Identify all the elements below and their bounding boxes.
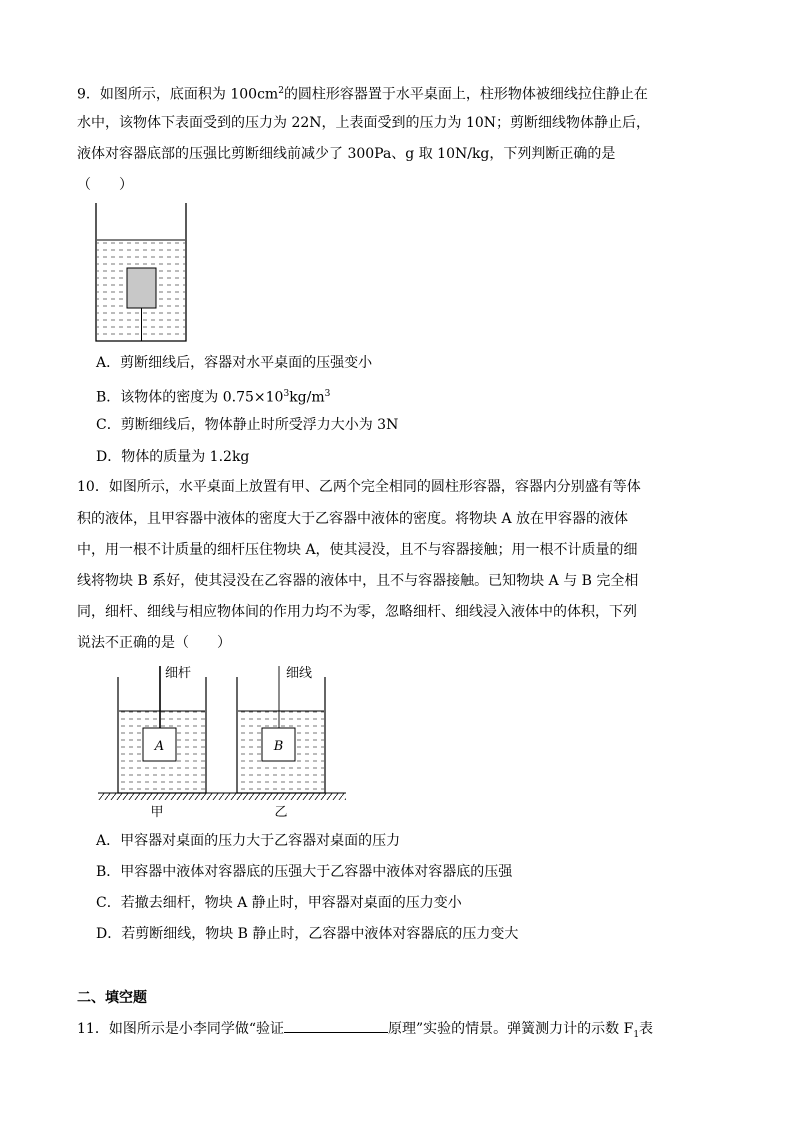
q10-option-a: A．甲容器对桌面的压力大于乙容器对桌面的压力 xyxy=(96,833,401,849)
q9-option-c: C．剪断细线后，物体静止时所受浮力大小为 3N xyxy=(96,417,399,433)
label-jia: 甲 xyxy=(150,805,164,820)
section-heading: 二、填空题 xyxy=(77,990,147,1006)
q9-option-d: D．物体的质量为 1.2kg xyxy=(96,449,250,465)
q10-line-5: 同，细杆、细线与相应物体间的作用力均不为零，忽略细杆、细线浸入液体中的体积，下列 xyxy=(77,604,637,620)
q9-line-1: 9．如图所示，底面积为 $100cm^2$的圆柱形容器置于水平桌面上，柱形物体被细线拉住静止在 xyxy=(77,86,648,103)
thread-label: 细线 xyxy=(286,666,313,681)
q10-line-6: 说法不正确的是（ ） xyxy=(77,635,231,651)
q9-option-b: B．该物体的密度为 $0.75\times 10^3kg/m^3$ xyxy=(96,389,331,406)
block-a-label: A xyxy=(154,739,165,754)
q10-figure xyxy=(96,660,366,820)
q10-line-3: 中，用一根不计质量的细杆压住物块 A，使其浸没，且不与容器接触；用一根不计质量的细 xyxy=(77,542,638,558)
q10-line-4: 线将物块 B 系好，使其浸没在乙容器的液体中，且不与容器接触。已知物块 A 与 B 完全相 xyxy=(77,573,639,589)
q11-line-1: 11．如图所示是小李同学做“验证 原理”实验的情景。弹簧测力计的示数 $F_1$表 xyxy=(77,1018,653,1045)
q10-option-d: D．若剪断细线，物块 B 静止时，乙容器中液体对容器底的压力变大 xyxy=(96,926,519,942)
label-yi: 乙 xyxy=(274,805,288,820)
q9-object xyxy=(127,268,156,308)
q10-option-c: C．若撤去细杆，物块 A 静止时，甲容器对桌面的压力变小 xyxy=(96,895,462,911)
q9-line-2: 水中，该物体下表面受到的压力为 22N，上表面受到的压力为 10N；剪断细线物体静止后， xyxy=(77,115,651,131)
q9-figure xyxy=(86,198,206,348)
table-surface-hatch xyxy=(98,793,346,800)
block-b-label: B xyxy=(273,739,284,754)
q10-line-2: 积的液体，且甲容器中液体的密度大于乙容器中液体的密度。将物块 A 放在甲容器的液体 xyxy=(77,511,629,527)
q10-option-b: B．甲容器中液体对容器底的压强大于乙容器中液体对容器底的压强 xyxy=(96,864,513,880)
rod-label: 细杆 xyxy=(165,666,192,681)
q10-line-1: 10．如图所示，水平桌面上放置有甲、乙两个完全相同的圆柱形容器，容器内分别盛有等体 xyxy=(77,479,641,495)
q9-line-3: 液体对容器底部的压强比剪断细线前减少了 300Pa、g 取 10N/kg，下列判断正确的是 xyxy=(77,146,616,162)
q9-answer-paren: （ ） xyxy=(77,177,133,193)
q9-option-a: A．剪断细线后，容器对水平桌面的压强变小 xyxy=(96,355,373,371)
q11-blank xyxy=(284,1018,388,1033)
